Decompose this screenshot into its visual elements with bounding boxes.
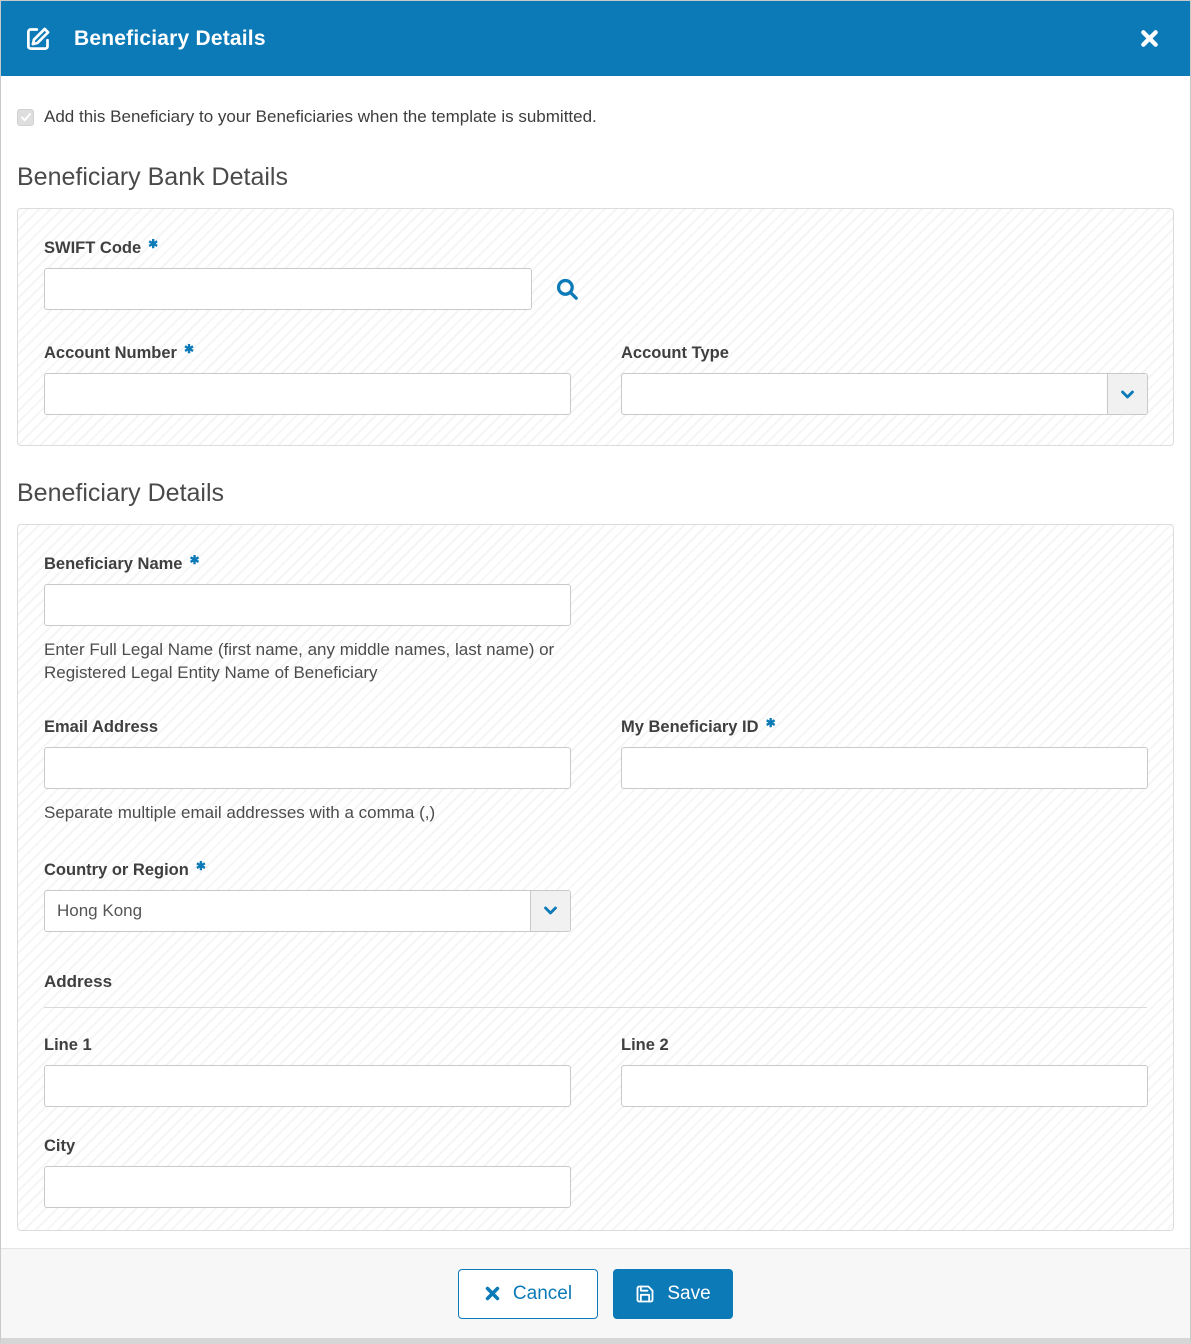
email-address-label: Email Address xyxy=(44,718,159,737)
cancel-button[interactable]: Cancel xyxy=(458,1269,598,1319)
country-or-region-select[interactable] xyxy=(44,890,571,932)
email-address-input[interactable] xyxy=(44,747,571,789)
close-x-icon xyxy=(1139,28,1160,49)
beneficiary-name-label: Beneficiary Name ✱ xyxy=(44,553,200,573)
dialog-footer xyxy=(1,1248,1190,1338)
x-mark-icon xyxy=(484,1285,501,1302)
address-line2-input[interactable] xyxy=(621,1065,1148,1107)
chevron-down-icon xyxy=(1107,374,1147,414)
address-subheading: Address xyxy=(44,971,113,991)
required-asterisk: ✱ xyxy=(189,553,200,567)
magnifier-icon xyxy=(554,276,580,302)
my-beneficiary-id-label: My Beneficiary ID ✱ xyxy=(621,716,776,737)
close-button[interactable] xyxy=(1135,24,1164,53)
address-line1-label: Line 1 xyxy=(44,1035,92,1054)
swift-code-search-button[interactable] xyxy=(552,274,582,304)
save-button[interactable]: Save xyxy=(613,1269,733,1319)
beneficiary-details-heading: Beneficiary Details xyxy=(17,479,225,507)
address-line1-input[interactable] xyxy=(44,1065,571,1107)
required-asterisk: ✱ xyxy=(148,237,159,251)
swift-code-label: SWIFT Code ✱ xyxy=(44,237,159,257)
address-divider xyxy=(44,1007,1147,1008)
dialog-body xyxy=(1,76,1190,1248)
add-beneficiary-checkbox-row xyxy=(17,107,1174,127)
email-address-helper-text: Separate multiple email addresses with a comma (,) xyxy=(44,803,436,823)
beneficiary-name-helper-text: Enter Full Legal Name (first name, any middle names, last name) or Registered Legal Entity Name of Beneficiary xyxy=(44,640,555,682)
beneficiary-name-input[interactable] xyxy=(44,584,571,626)
dialog-header xyxy=(1,1,1190,76)
account-type-label: Account Type xyxy=(621,344,729,362)
add-beneficiary-checkbox[interactable] xyxy=(17,109,34,126)
city-label: City xyxy=(44,1136,76,1155)
account-type-select[interactable] xyxy=(621,373,1148,415)
bank-details-heading: Beneficiary Bank Details xyxy=(17,163,288,191)
account-number-input[interactable] xyxy=(44,373,571,415)
required-asterisk: ✱ xyxy=(183,342,194,356)
floppy-disk-icon xyxy=(635,1284,655,1304)
beneficiary-details-panel xyxy=(17,524,1174,1231)
city-input[interactable] xyxy=(44,1166,571,1208)
country-or-region-selected-value: Hong Kong xyxy=(57,900,143,920)
add-beneficiary-checkbox-label: Add this Beneficiary to your Beneficiaries when the template is submitted. xyxy=(44,107,597,126)
account-number-label: Account Number ✱ xyxy=(44,342,194,362)
required-asterisk: ✱ xyxy=(765,716,776,731)
check-icon xyxy=(20,111,32,123)
chevron-down-icon xyxy=(530,891,570,931)
swift-code-input[interactable] xyxy=(44,268,532,310)
required-asterisk: ✱ xyxy=(195,858,206,873)
pen-square-icon xyxy=(25,25,52,52)
my-beneficiary-id-input[interactable] xyxy=(621,747,1148,789)
dialog-title: Beneficiary Details xyxy=(74,26,266,50)
country-or-region-label: Country or Region ✱ xyxy=(44,858,206,879)
address-line2-label: Line 2 xyxy=(621,1035,669,1054)
bank-details-panel xyxy=(17,208,1174,446)
